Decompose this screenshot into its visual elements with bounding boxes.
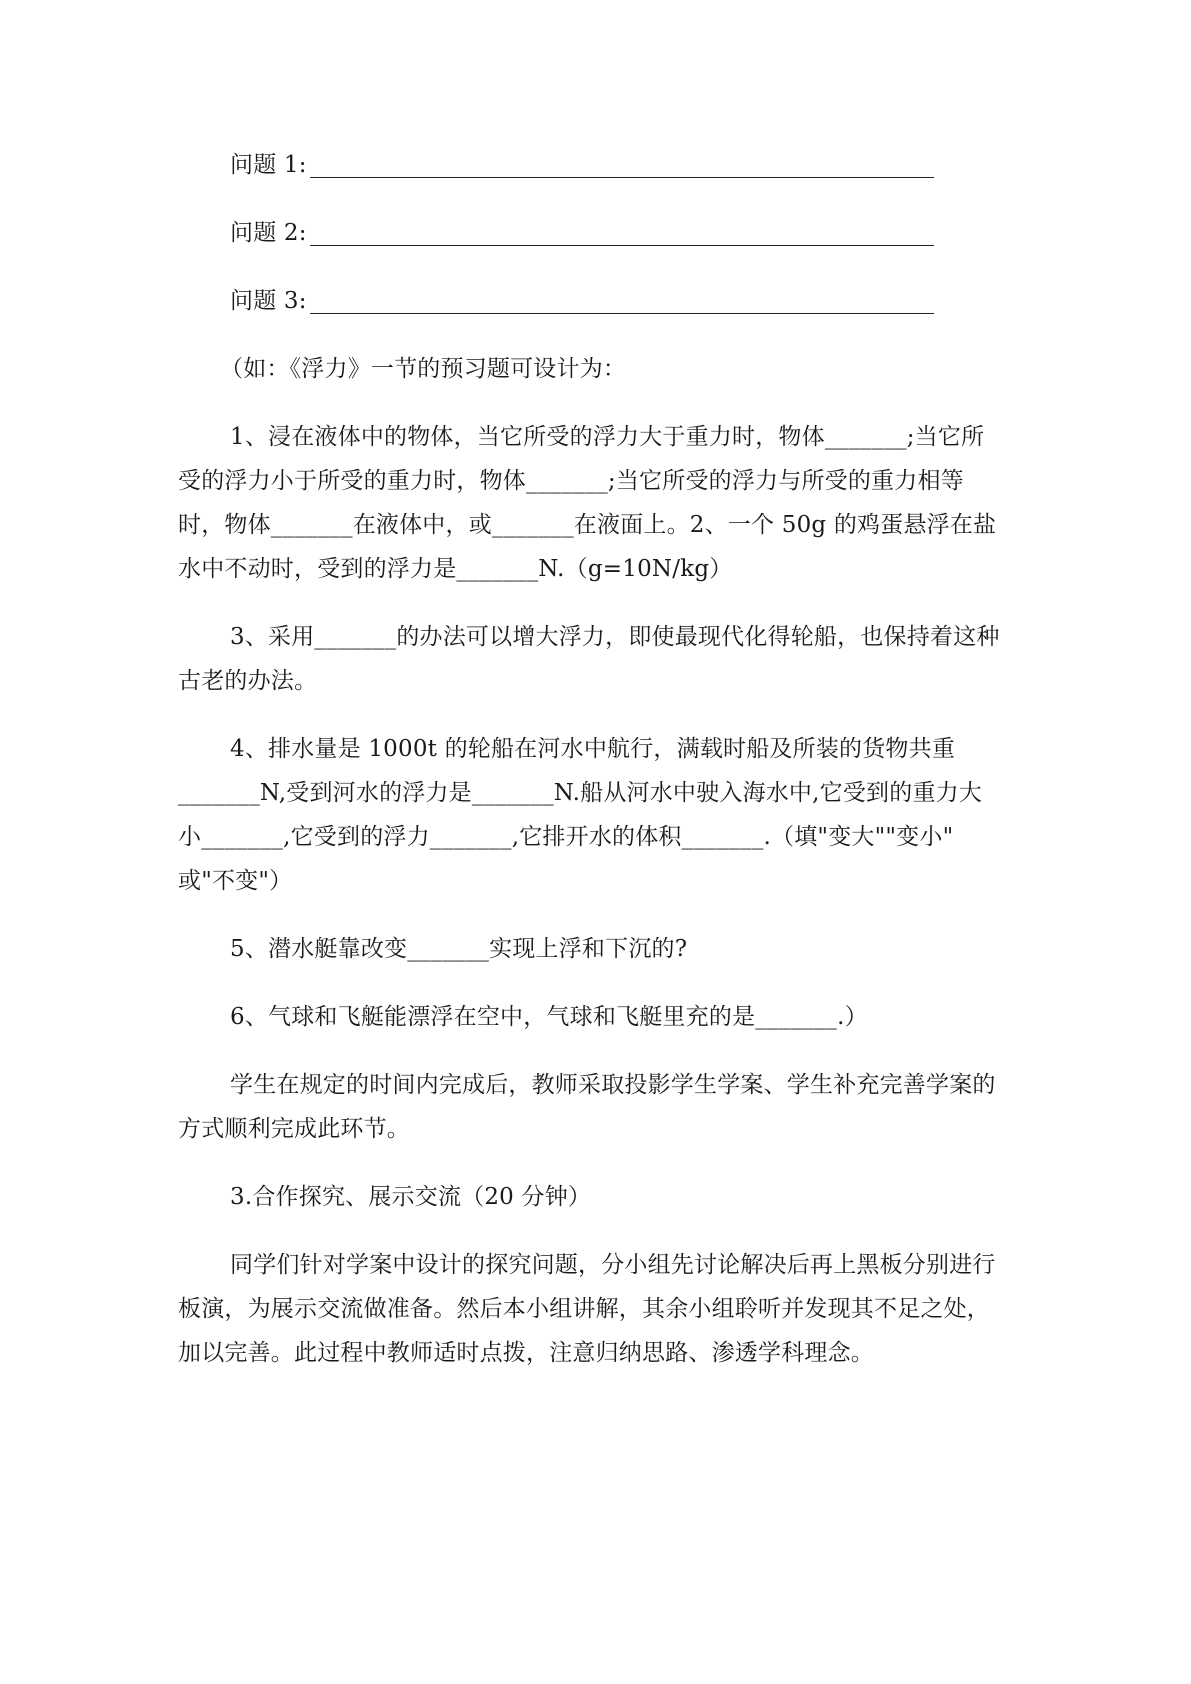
exercise-4-line-4: 或"不变"） bbox=[178, 868, 293, 894]
question-1-line bbox=[230, 150, 1070, 180]
exercise-4-line-1: 4、排水量是 1000t 的轮船在河水中航行，满载时船及所装的货物共重 bbox=[230, 736, 956, 762]
exercise-3-line-1: 3、采用_______的办法可以增大浮力，即使最现代化得轮船，也保持着这种 bbox=[230, 624, 1000, 650]
question-1-label: 问题 1: bbox=[230, 152, 307, 178]
section-heading: 3.合作探究、展示交流（20 分钟） bbox=[230, 1184, 592, 1210]
exercise-4-line-3: 小_______,它受到的浮力_______,它排开水的体积_______.（填"变大""变小" bbox=[178, 824, 954, 850]
paragraph-completion-line-2: 方式顺利完成此环节。 bbox=[178, 1116, 410, 1142]
answer-blank-2 bbox=[310, 245, 934, 246]
exercise-1-line-3: 时，物体_______在液体中，或_______在液面上。2、一个 50g 的鸡蛋悬浮在盐 bbox=[178, 512, 997, 538]
answer-blank-3 bbox=[310, 313, 934, 314]
exercise-1-line-4: 水中不动时，受到的浮力是_______N.（g=10N/kg） bbox=[178, 556, 733, 582]
paragraph-collab-line-1: 同学们针对学案中设计的探究问题，分小组先讨论解决后再上黑板分别进行 bbox=[230, 1252, 996, 1278]
exercise-4-line-2: _______N,受到河水的浮力是_______N.船从河水中驶入海水中,它受到的重力大 bbox=[178, 780, 983, 806]
paragraph-collab-line-3: 加以完善。此过程中教师适时点拨，注意归纳思路、渗透学科理念。 bbox=[178, 1340, 874, 1366]
question-2-label: 问题 2: bbox=[230, 220, 307, 246]
paragraph-completion-line-1: 学生在规定的时间内完成后，教师采取投影学生学案、学生补充完善学案的 bbox=[230, 1072, 996, 1098]
question-2-line bbox=[230, 218, 1070, 248]
exercise-1-line-2: 受的浮力小于所受的重力时，物体_______;当它所受的浮力与所受的重力相等 bbox=[178, 468, 964, 494]
exercise-5: 5、潜水艇靠改变_______实现上浮和下沉的? bbox=[230, 936, 688, 962]
exercise-1-line-1: 1、浸在液体中的物体，当它所受的浮力大于重力时，物体_______;当它所 bbox=[230, 424, 985, 450]
question-3-line bbox=[230, 286, 1070, 316]
paragraph-collab-line-2: 板演，为展示交流做准备。然后本小组讲解，其余小组聆听并发现其不足之处， bbox=[178, 1296, 990, 1322]
answer-blank-1 bbox=[310, 177, 934, 178]
exercise-3-line-2: 古老的办法。 bbox=[178, 668, 318, 694]
question-3-label: 问题 3: bbox=[230, 288, 307, 314]
example-intro: （如：《浮力》一节的预习题可设计为： bbox=[220, 356, 627, 382]
exercise-6: 6、气球和飞艇能漂浮在空中，气球和飞艇里充的是_______.） bbox=[230, 1004, 868, 1030]
